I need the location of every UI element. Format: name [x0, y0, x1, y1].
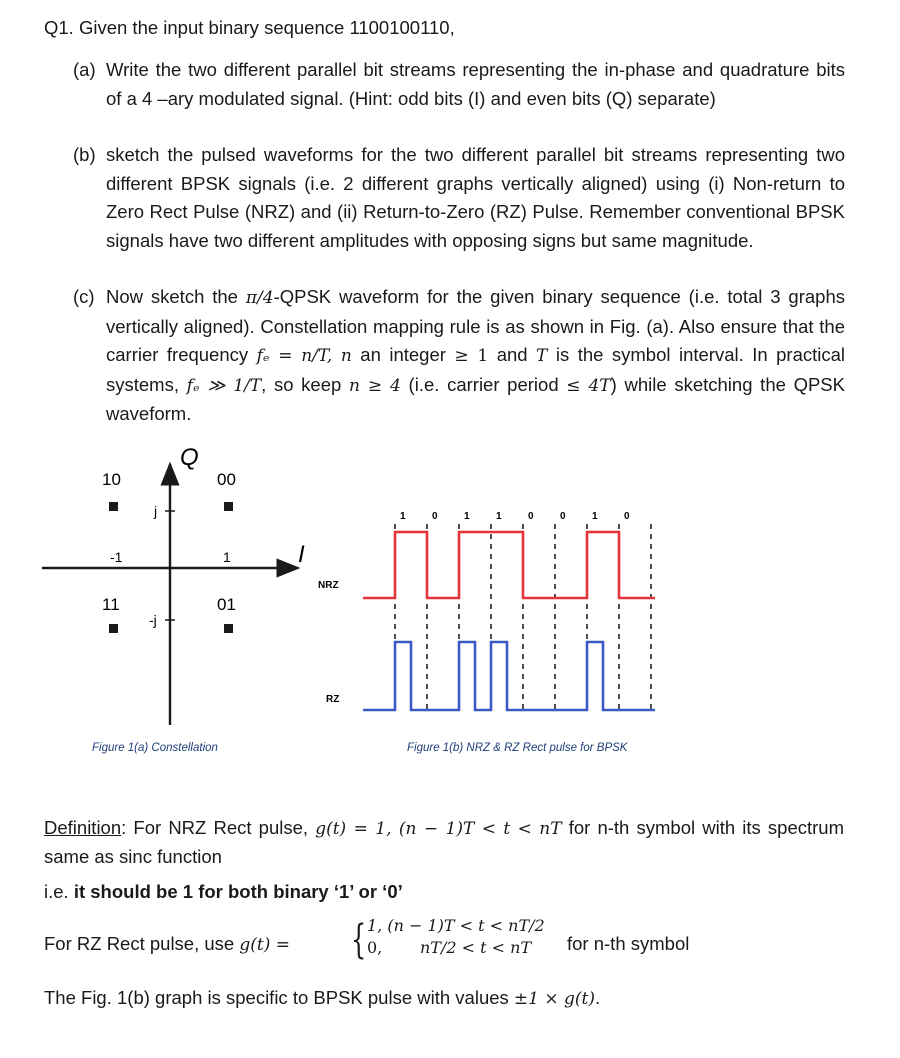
- rz-definition: For RZ Rect pulse, use g(t) = { 1, (n − 1)T < t < nT/2 0, nT/2 < t < nT for n-th symbol: [44, 916, 690, 963]
- final-line: The Fig. 1(b) graph is specific to BPSK pulse with values ±1 × g(t).: [44, 987, 601, 1009]
- bit-label: 1: [592, 511, 598, 522]
- definition-paragraph: Definition: For NRZ Rect pulse, g(t) = 1, (n − 1)T < t < nT for n-th symbol with its spectrum same as sinc function: [44, 817, 845, 867]
- bit-label: 0: [560, 511, 566, 522]
- rz-suffix: for n-th symbol: [567, 933, 690, 954]
- tick-neg-j-label: -j: [149, 612, 157, 628]
- q-axis-label: Q: [180, 444, 199, 471]
- bit-label: 0: [432, 511, 438, 522]
- point-label-11: 11: [102, 595, 120, 614]
- rz-case-2-condition: nT/2 < t < nT: [420, 938, 532, 957]
- tick-j-label: j: [154, 503, 158, 519]
- part-b-label: (b): [73, 144, 96, 165]
- part-b-text: sketch the pulsed waveforms for the two different parallel bit streams representing two different BPSK signals (i.e. 2 different graphs vertically aligned) using (i) Non-return to Zero Rect Pulse (NRZ) and (ii) Return-to-Zero (RZ) Pulse. Remember conventional BPSK signals have two different amplitudes with opposing signs but same magnitude.: [106, 144, 845, 251]
- part-c-text: Now sketch the π/4-QPSK waveform for the given binary sequence (i.e. total 3 graphs vertically aligned). Constellation mapping rule is as shown in Fig. (a). Also ensure that the carrier frequency fₑ = n/T, n an integer ≥ 1 and T is the symbol interval. In practical systems, fₑ ≫ 1/T, so keep n ≥ 4 (i.e. carrier period ≤ 4T) while sketching the QPSK waveform.: [106, 286, 846, 424]
- point-label-00: 00: [217, 470, 236, 489]
- part-c-label: (c): [73, 286, 95, 307]
- part-b: [73, 141, 845, 255]
- part-c: [73, 283, 845, 429]
- point-label-01: 01: [217, 595, 236, 614]
- point-10: [109, 502, 118, 511]
- rz-label: RZ: [326, 694, 340, 705]
- bit-label: 1: [496, 511, 502, 522]
- constellation-caption: Figure 1(a) Constellation: [92, 742, 218, 754]
- rz-case-1: 1, (n − 1)T < t < nT/2: [367, 916, 545, 935]
- part-a: [73, 56, 845, 113]
- nrz-waveform: [363, 532, 655, 598]
- tick-neg-1-label: -1: [110, 549, 123, 565]
- bit-label: 0: [528, 511, 534, 522]
- point-00: [224, 502, 233, 511]
- point-11: [109, 624, 118, 633]
- rz-case-2-value: 0,: [367, 938, 383, 957]
- ie-bold-text: it should be 1 for both binary ‘1’ or ‘0’: [73, 881, 403, 902]
- definition-heading: Definition: [44, 817, 122, 838]
- part-a-text: Write the two different parallel bit streams representing the in-phase and quadrature bits of a 4 –ary modulated signal. (Hint: odd bits (I) and even bits (Q) separate): [106, 59, 845, 109]
- part-a-label: (a): [73, 59, 96, 80]
- nrz-rz-caption: Figure 1(b) NRZ & RZ Rect pulse for BPSK: [407, 742, 628, 754]
- question-title: Q1. Given the input binary sequence 1100100110,: [44, 17, 455, 38]
- rz-waveform: [363, 642, 655, 710]
- bit-label: 1: [464, 511, 470, 522]
- point-01: [224, 624, 233, 633]
- bit-label: 0: [624, 511, 630, 522]
- nrz-formula: g(t) = 1, (n − 1)T < t < nT: [315, 819, 562, 839]
- constellation-figure: [30, 440, 330, 770]
- nrz-label: NRZ: [318, 580, 339, 591]
- ie-line: i.e. it should be 1 for both binary ‘1’ or ‘0’: [44, 881, 403, 902]
- i-axis-label: I: [298, 541, 305, 568]
- bit-label: 1: [400, 511, 406, 522]
- nrz-rz-figure: [310, 490, 700, 810]
- point-label-10: 10: [102, 470, 121, 489]
- tick-1-label: 1: [223, 549, 231, 565]
